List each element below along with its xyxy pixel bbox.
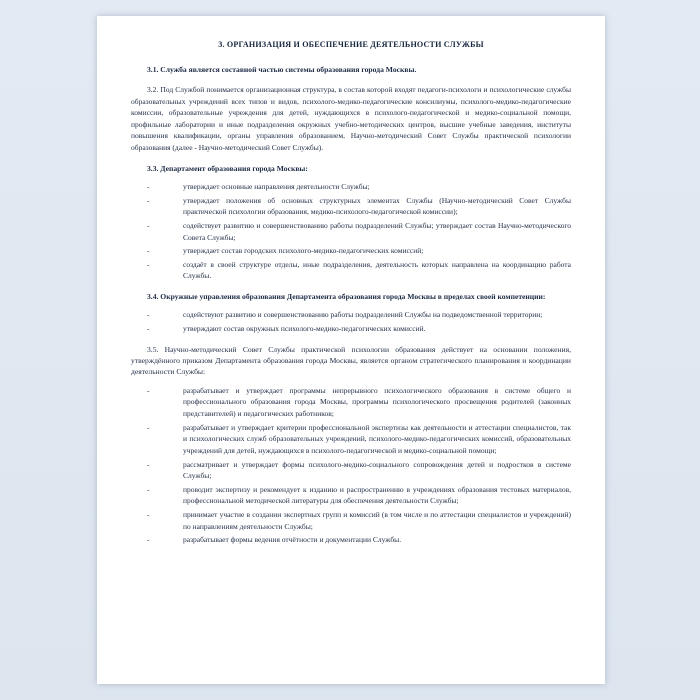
section-heading-3-3: [131, 163, 571, 174]
list-item-text: утверждают состав окружных психолого-медико-педагогических комиссий.: [183, 324, 426, 334]
list-section-3-5: [131, 385, 571, 546]
list-item: [131, 309, 571, 321]
list-item-text: разрабатывает и утверждает программы непрерывного психологического образования в системе общего и профессионального образования города Москвы, программы психологического просвещения родителей (законных представителей) и педагогических работников;: [183, 385, 571, 419]
dash-bullet-icon: -: [147, 459, 150, 469]
dash-bullet-icon: -: [147, 259, 150, 269]
section-heading-3-3-text: 3.3. Департамент образования города Москвы:: [147, 163, 308, 173]
list-item-text: разрабатывает формы ведения отчётности и документации Службы.: [183, 535, 402, 545]
list-item: [131, 259, 571, 282]
section-heading-3-5-text: 3.5. Научно-методический Совет Службы практической психологии образования действует на основании положения, утверждённого приказом Департамента образования города Москвы, является органом стратегического планирования и координации деятельности Службы:: [131, 344, 571, 377]
list-item-text: содействует развитию и совершенствованию работы подразделений Службы; утверждает состав Научно-методического Совета Службы;: [183, 220, 571, 242]
list-item: [131, 422, 571, 457]
dash-bullet-icon: -: [147, 510, 150, 520]
list-item: [131, 385, 571, 420]
list-item-text: утверждает состав городских психолого-медико-педагогических комиссий;: [183, 246, 424, 256]
list-item: [131, 245, 571, 257]
dash-bullet-icon: -: [147, 535, 150, 545]
list-item-text: создаёт в своей структуре отделы, иные подразделения, деятельность которых направлена на координацию работа Службы.: [183, 259, 571, 281]
dash-bullet-icon: -: [147, 246, 150, 256]
list-item: [131, 195, 571, 218]
dash-bullet-icon: -: [147, 220, 150, 230]
list-item: [131, 181, 571, 193]
list-item: [131, 484, 571, 507]
dash-bullet-icon: -: [147, 484, 150, 494]
section-heading-3-1-text: 3.1. Служба является составной частью системы образования города Москвы.: [147, 64, 417, 74]
list-item: [131, 459, 571, 482]
list-item-text: утверждает положения об основных структурных элементах Службы (Научно-методический Совет Службы практической психологии образования, медико-психолого-педагогической комиссии);: [183, 195, 571, 217]
section-heading-3-4-text: 3.4. Окружные управления образования Департамента образования города Москвы в пределах своей компетенции:: [147, 292, 546, 302]
dash-bullet-icon: -: [147, 310, 150, 320]
section-heading-3-1: [131, 64, 571, 75]
list-item-text: утверждает основные направления деятельности Службы;: [183, 182, 370, 192]
section-paragraph-3-2: 3.2. Под Службой понимается организационная структура, в состав которой входят педагоги-психологи и психологические службы образовательных учреждений всех типов и видов, психолого-медико-педагогические консилиумы, психолого-медико-педагогические комиссии, образовательные учреждения для детей, нуждающихся в психолого-педагогической и медико-социальной помощи, профильные лаборатории и иные подразделения окружных учебно-методических центров, высшие учебные заведения, институты повышения квалификации, органы управления образованием, Научно-методический Совет Службы практической психологии образования (далее - Научно-методический Совет Службы).: [131, 84, 571, 153]
dash-bullet-icon: -: [147, 422, 150, 432]
list-item: [131, 323, 571, 335]
document-page: [97, 16, 605, 684]
list-item-text: содействуют развитию и совершенствованию работы подразделений Службы на подведомственной территории;: [183, 310, 543, 320]
dash-bullet-icon: -: [147, 182, 150, 192]
dash-bullet-icon: -: [147, 195, 150, 205]
list-item-text: принимает участие в создании экспертных групп и комиссий (в том числе и по аттестации специалистов и учреждений) по направлениям деятельности Службы;: [183, 510, 571, 531]
list-section-3-4: [131, 309, 571, 334]
list-item: [131, 534, 571, 546]
list-item: [131, 220, 571, 243]
list-item-text: рассматривает и утверждает формы психолого-медико-социального сопровождения детей и подростков в системе Службы;: [183, 459, 571, 481]
document-body: [97, 16, 605, 546]
list-item: [131, 509, 571, 532]
list-item-text: разрабатывает и утверждает критерии профессиональной экспертизы как деятельности и аттестации специалистов, так и психологических служб образовательных учреждений, психолого-медико-педагогических комиссий, образовательных учреждений для детей, нуждающихся в психолого-педагогической и медико-социальной помощи;: [183, 422, 571, 455]
section-heading-3-4: [131, 291, 571, 302]
list-section-3-3: [131, 181, 571, 282]
dash-bullet-icon: -: [147, 324, 150, 334]
section-heading-3-5: [131, 344, 571, 378]
list-item-text: проводит экспертизу и рекомендует к изданию и распространению в учреждениях образования тестовых материалов, профессиональной методической литературы для обеспечения деятельности Службы;: [183, 484, 571, 506]
dash-bullet-icon: -: [147, 385, 150, 395]
page-title: 3. ОРГАНИЗАЦИЯ И ОБЕСПЕЧЕНИЕ ДЕЯТЕЛЬНОСТИ СЛУЖБЫ: [218, 40, 484, 49]
